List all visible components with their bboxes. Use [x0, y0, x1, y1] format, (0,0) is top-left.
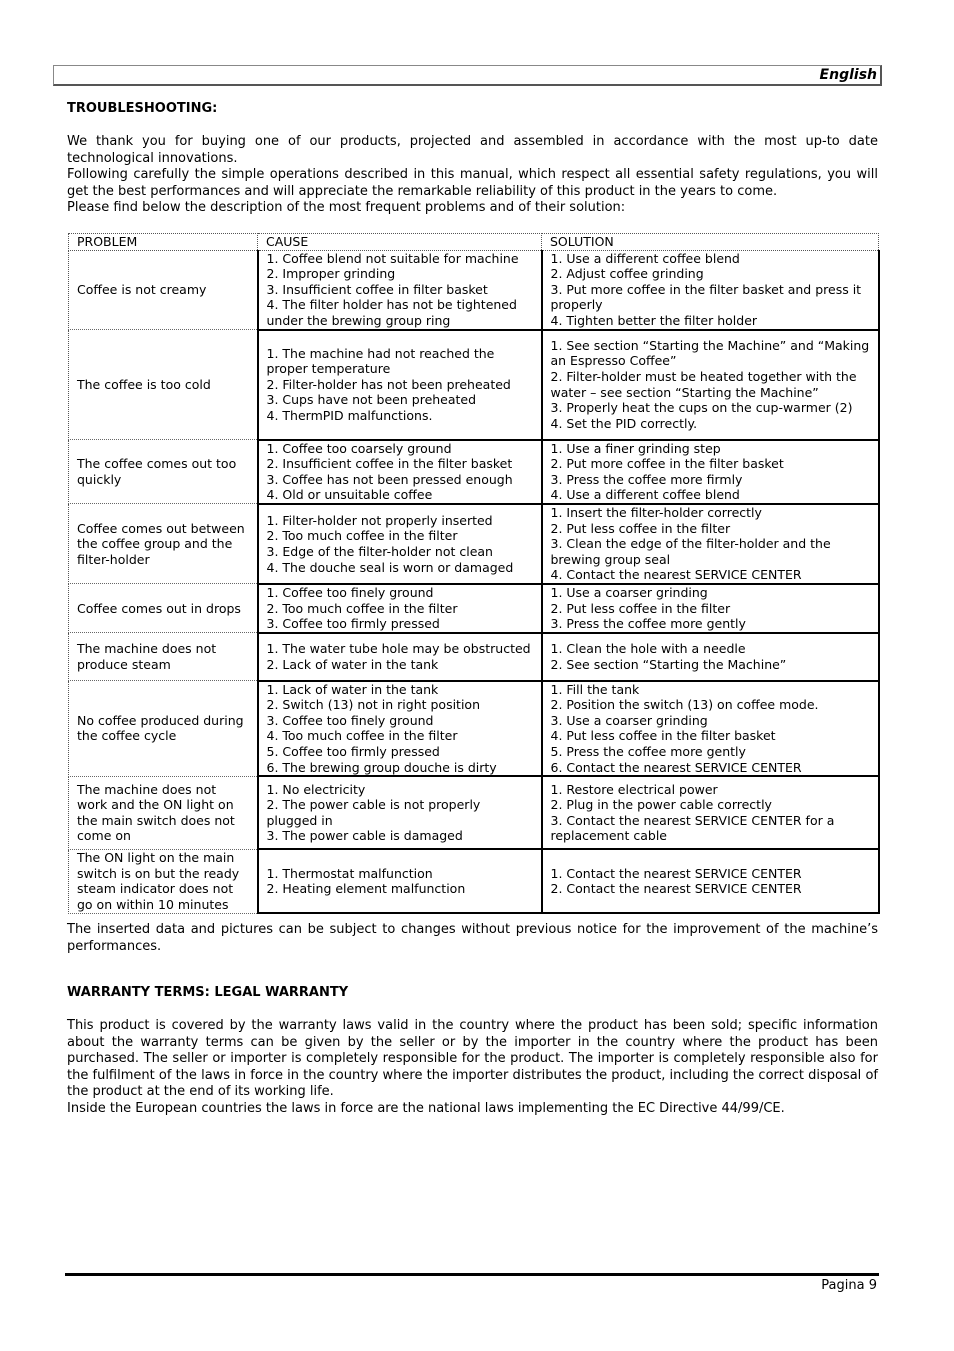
cause-item: 1. Coffee blend not suitable for machine — [266, 250, 519, 266]
cause-item: 1. The machine had not reached the proper temperature — [266, 345, 495, 377]
cause-item: 1. Coffee too finely ground — [266, 584, 434, 600]
cause-item: 1. Lack of water in the tank — [266, 681, 439, 697]
solution-item: 1. Restore electrical power — [550, 781, 718, 797]
cause-item: 3. The power cable is damaged — [266, 828, 463, 844]
cause-item: 1. Filter-holder not properly inserted — [266, 512, 493, 528]
cause-item: 4. ThermPID malfunctions. — [266, 407, 433, 423]
solution-item: 2. Put more coffee in the filter basket — [550, 456, 784, 472]
solution-item: 1. Use a finer grinding step — [550, 440, 721, 456]
warranty-title: WARRANTY TERMS: LEGAL WARRANTY — [67, 985, 349, 1000]
cause-item: 3. Coffee has not been pressed enough — [266, 471, 513, 487]
troubleshooting-title: TROUBLESHOOTING: — [67, 101, 218, 116]
solution-item: 4. Set the PID correctly. — [550, 415, 698, 431]
cause-item: 2. Filter-holder has not been preheated — [266, 376, 511, 392]
solution-cell — [542, 330, 879, 440]
problem-cell: The machine does not work and the ON light on the main switch does not come on — [69, 776, 258, 849]
cause-cell — [258, 504, 542, 584]
warranty-text — [67, 1018, 878, 1118]
intro-paragraph: Following carefully the simple operations described in this manual, which respect all essential safety regulations, you will get the best performances and will appreciate the remarkable reliability of this product in the years to come. — [67, 167, 878, 199]
solution-item: 1. See section “Starting the Machine” and “Making an Espresso Coffee” — [550, 337, 870, 369]
problem-cell: The coffee is too cold — [69, 330, 258, 440]
solution-cell — [542, 681, 879, 777]
cause-item: 2. Too much coffee in the filter — [266, 600, 458, 616]
solution-item: 3. Clean the edge of the filter-holder and the brewing group seal — [550, 536, 831, 567]
warranty-paragraph: This product is covered by the warranty laws valid in the country where the product has been sold; specific information about the warranty terms can be given by the seller or by the importer in the country where the product has been purchased. The seller or importer is completely responsible for the product. The importer is completely responsible also for the fulfilment of the laws in force in the country where the importer distributes the product, including the correct disposal of the product at the end of its working life. — [67, 1018, 878, 1100]
table-row — [69, 440, 879, 504]
solution-item: 3. Press the coffee more firmly — [550, 471, 743, 487]
cause-item: 6. The brewing group douche is dirty — [266, 759, 497, 775]
cause-item: 2. Insufficient coffee in the filter basket — [266, 456, 513, 472]
solution-item: 3. Contact the nearest SERVICE CENTER for a replacement cable — [550, 812, 835, 844]
cause-item: 4. The filter holder has not be tightened under the brewing group ring — [266, 297, 517, 328]
solution-item: 5. Press the coffee more gently — [550, 744, 746, 760]
header-cause: CAUSE — [258, 234, 542, 251]
cause-cell — [258, 330, 542, 440]
language-label: English — [819, 67, 877, 83]
solution-item: 2. Position the switch (13) on coffee mode. — [550, 697, 819, 713]
solution-item: 2. Contact the nearest SERVICE CENTER — [550, 881, 802, 897]
cause-item: 2. Lack of water in the tank — [266, 656, 439, 672]
solution-item: 3. Put more coffee in the filter basket and press it properly — [550, 281, 862, 313]
troubleshooting-intro — [67, 134, 878, 217]
cause-item: 1. No electricity — [266, 781, 366, 797]
page-number: Pagina 9 — [821, 1278, 877, 1293]
language-header — [53, 65, 882, 86]
solution-item: 2. Plug in the power cable correctly — [550, 797, 772, 813]
problem-cell: The ON light on the main switch is on but the ready steam indicator does not go on within 10 minutes — [69, 849, 258, 913]
cause-item: 2. Improper grinding — [266, 266, 396, 282]
troubleshooting-table — [68, 233, 880, 914]
solution-item: 6. Contact the nearest SERVICE CENTER — [550, 759, 802, 775]
solution-cell — [542, 633, 879, 681]
table-row — [69, 633, 879, 681]
solution-item: 2. Filter-holder must be heated together with the water – see section “Starting the Machine” — [550, 368, 857, 400]
cause-item: 3. Cups have not been preheated — [266, 392, 477, 408]
table-row — [69, 330, 879, 440]
table-row — [69, 681, 879, 777]
table-header-row — [69, 234, 879, 251]
cause-item: 3. Coffee too finely ground — [266, 712, 434, 728]
cause-cell — [258, 776, 542, 849]
cause-cell — [258, 681, 542, 777]
solution-item: 2. Put less coffee in the filter — [550, 600, 731, 616]
cause-item: 1. The water tube hole may be obstructed — [266, 641, 531, 657]
table-row — [69, 250, 879, 329]
solution-item: 1. Contact the nearest SERVICE CENTER — [550, 865, 802, 881]
intro-paragraph: We thank you for buying one of our products, projected and assembled in accordance with the most up-to date technological innovations. — [67, 134, 878, 166]
table-row — [69, 584, 879, 633]
solution-item: 1. Insert the filter-holder correctly — [550, 504, 762, 520]
solution-item: 1. Use a coarser grinding — [550, 584, 708, 600]
cause-item: 1. Thermostat malfunction — [266, 865, 433, 881]
solution-cell — [542, 504, 879, 584]
cause-cell — [258, 250, 542, 329]
solution-item: 2. Adjust coffee grinding — [550, 266, 704, 282]
cause-cell — [258, 440, 542, 504]
cause-item: 3. Edge of the filter-holder not clean — [266, 543, 493, 559]
table-row — [69, 849, 879, 913]
cause-item: 2. Switch (13) not in right position — [266, 697, 481, 713]
solution-cell — [542, 250, 879, 329]
solution-item: 4. Use a different coffee blend — [550, 487, 740, 503]
solution-item: 4. Put less coffee in the filter basket — [550, 728, 776, 744]
solution-cell — [542, 849, 879, 913]
cause-item: 5. Coffee too firmly pressed — [266, 744, 440, 760]
cause-item: 4. Old or unsuitable coffee — [266, 487, 433, 503]
table-row — [69, 504, 879, 584]
header-solution: SOLUTION — [542, 234, 879, 251]
solution-cell — [542, 440, 879, 504]
solution-item: 2. Put less coffee in the filter — [550, 520, 731, 536]
cause-item: 1. Coffee too coarsely ground — [266, 440, 452, 456]
cause-item: 2. The power cable is not properly plugged in — [266, 797, 481, 828]
problem-cell: The coffee comes out too quickly — [69, 440, 258, 504]
solution-item: 3. Properly heat the cups on the cup-warmer (2) — [550, 400, 853, 416]
solution-item: 4. Contact the nearest SERVICE CENTER — [550, 567, 802, 583]
header-problem: PROBLEM — [69, 234, 258, 251]
solution-item: 1. Fill the tank — [550, 681, 640, 697]
solution-item: 3. Press the coffee more gently — [550, 616, 746, 632]
cause-cell — [258, 584, 542, 633]
cause-item: 2. Heating element malfunction — [266, 881, 466, 897]
solution-cell — [542, 776, 879, 849]
solution-cell — [542, 584, 879, 633]
solution-item: 3. Use a coarser grinding — [550, 712, 708, 728]
cause-item: 2. Too much coffee in the filter — [266, 528, 458, 544]
cause-item: 4. The douche seal is worn or damaged — [266, 559, 514, 575]
problem-cell: Coffee comes out between the coffee group and the filter-holder — [69, 504, 258, 584]
cause-cell — [258, 849, 542, 913]
problem-cell: The machine does not produce steam — [69, 633, 258, 681]
intro-paragraph: Please find below the description of the most frequent problems and of their solution: — [67, 200, 626, 216]
footer-rule — [65, 1273, 879, 1276]
problem-cell: Coffee is not creamy — [69, 250, 258, 329]
cause-item: 3. Insufficient coffee in filter basket — [266, 281, 488, 297]
warranty-paragraph: Inside the European countries the laws in force are the national laws implementing the EC Directive 44/99/CE. — [67, 1100, 785, 1116]
solution-item: 4. Tighten better the filter holder — [550, 312, 758, 328]
disclaimer-note: The inserted data and pictures can be subject to changes without previous notice for the improvement of the machine’s performances. — [67, 922, 878, 954]
cause-item: 3. Coffee too firmly pressed — [266, 616, 440, 632]
problem-cell: No coffee produced during the coffee cycle — [69, 681, 258, 777]
table-row — [69, 776, 879, 849]
cause-cell — [258, 633, 542, 681]
solution-item: 2. See section “Starting the Machine” — [550, 656, 787, 672]
solution-item: 1. Clean the hole with a needle — [550, 641, 746, 657]
problem-cell: Coffee comes out in drops — [69, 584, 258, 633]
cause-item: 4. Too much coffee in the filter — [266, 728, 458, 744]
solution-item: 1. Use a different coffee blend — [550, 250, 740, 266]
